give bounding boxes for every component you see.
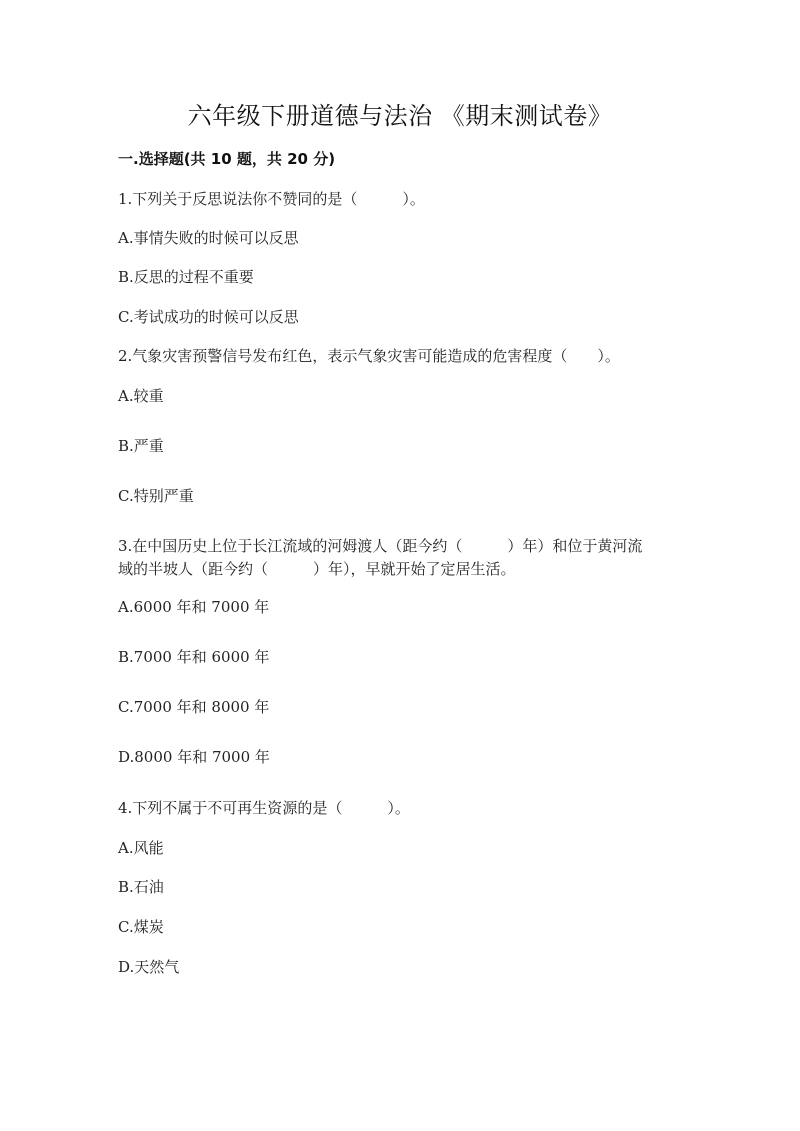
question-2-stem: 2.气象灾害预警信号发布红色，表示气象灾害可能造成的危害程度（ ）。 bbox=[118, 347, 620, 365]
question-1-option-a: A.事情失败的时候可以反思 bbox=[118, 229, 299, 247]
question-4-option-d: D.天然气 bbox=[118, 958, 180, 976]
question-1-stem: 1.下列关于反思说法你不赞同的是（ ）。 bbox=[118, 190, 425, 208]
question-3-option-d: D.8000 年和 7000 年 bbox=[118, 748, 270, 766]
question-2-option-b: B.严重 bbox=[118, 437, 164, 455]
question-1-option-b: B.反思的过程不重要 bbox=[118, 268, 254, 286]
exam-title: 六年级下册道德与法治 《期末测试卷》 bbox=[187, 102, 613, 130]
question-2-option-a: A.较重 bbox=[118, 387, 164, 405]
question-4-option-b: B.石油 bbox=[118, 878, 164, 896]
question-3-stem-line-2: 域的半坡人（距今约（ ）年），早就开始了定居生活。 bbox=[118, 560, 516, 578]
question-4-option-a: A.风能 bbox=[118, 839, 164, 857]
question-4-option-c: C.煤炭 bbox=[118, 918, 164, 936]
question-3-stem-line-1: 3.在中国历史上位于长江流域的河姆渡人（距今约（ ）年）和位于黄河流 bbox=[118, 537, 643, 555]
question-1-option-c: C.考试成功的时候可以反思 bbox=[118, 308, 299, 326]
question-3-option-b: B.7000 年和 6000 年 bbox=[118, 648, 270, 666]
section-heading: 一.选择题(共 10 题，共 20 分) bbox=[118, 150, 336, 168]
question-3-option-c: C.7000 年和 8000 年 bbox=[118, 698, 270, 716]
question-4-stem: 4.下列不属于不可再生资源的是（ ）。 bbox=[118, 799, 410, 817]
question-3-option-a: A.6000 年和 7000 年 bbox=[118, 598, 270, 616]
question-2-option-c: C.特别严重 bbox=[118, 487, 194, 505]
